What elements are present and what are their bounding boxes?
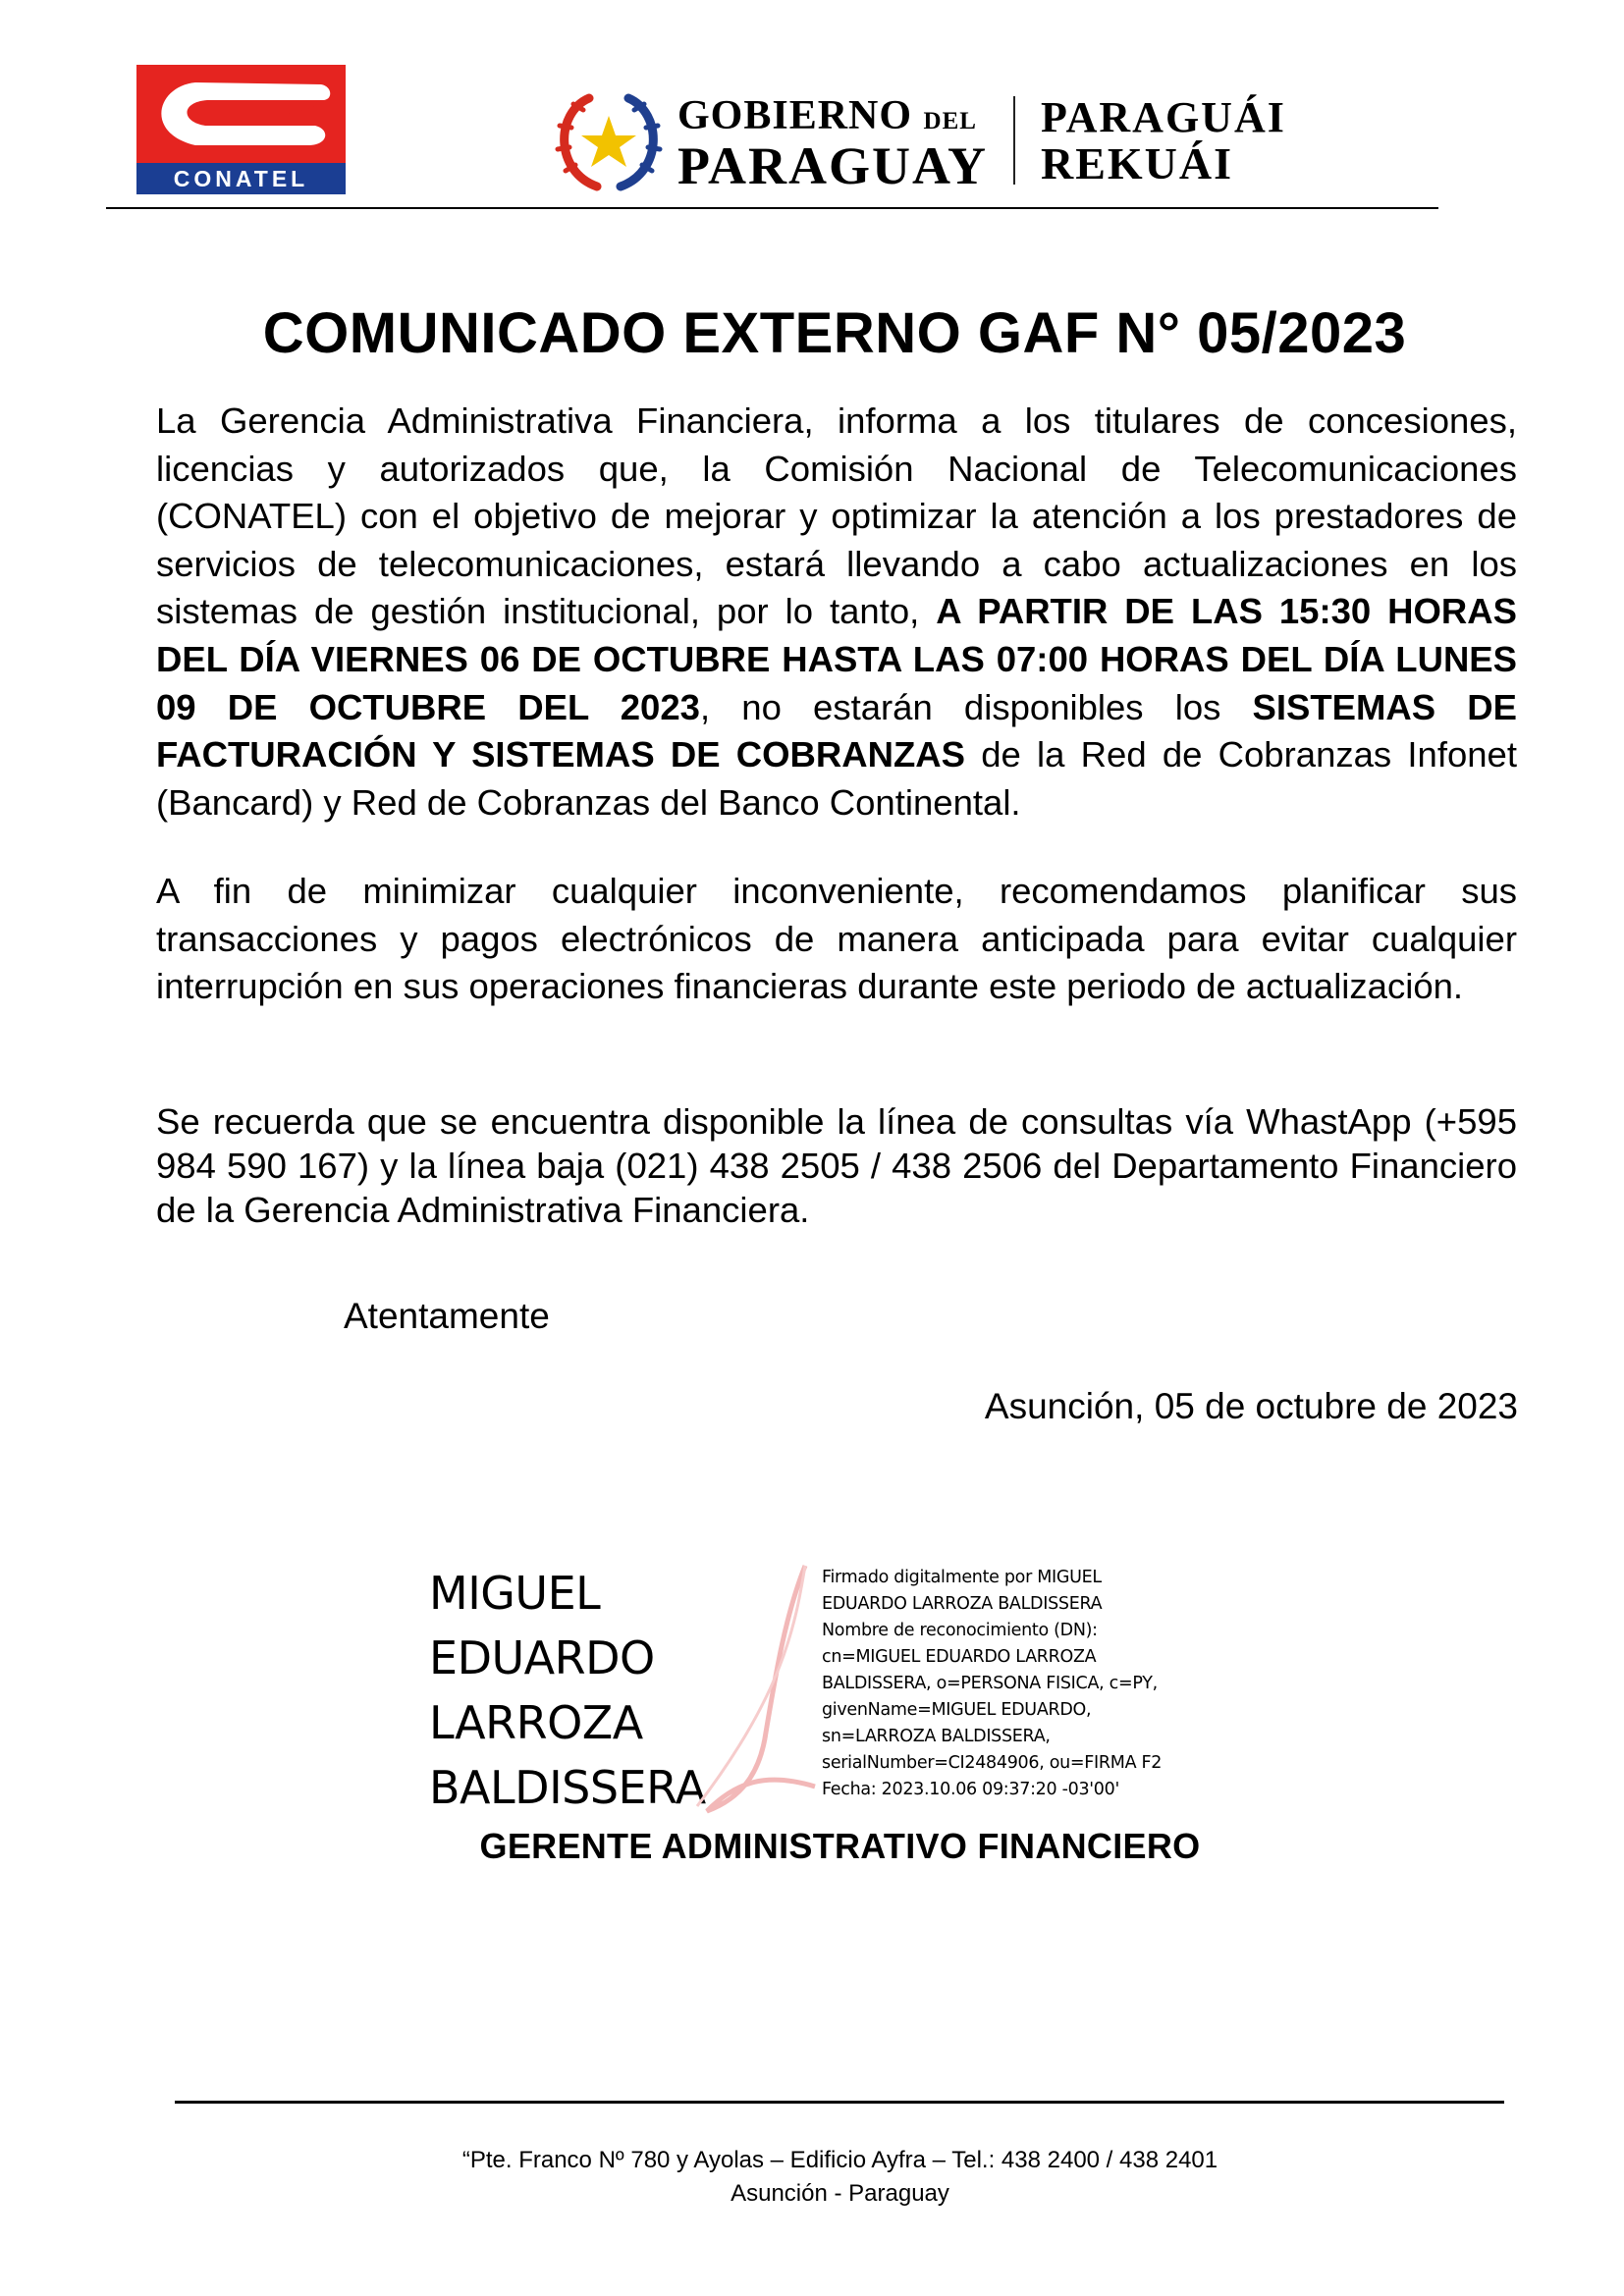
signature-detail-line: BALDISSERA, o=PERSONA FISICA, c=PY,: [822, 1674, 1158, 1693]
signature-detail-line: Firmado digitalmente por MIGUEL: [822, 1568, 1102, 1587]
signer-role: GERENTE ADMINISTRATIVO FINANCIERO: [479, 1826, 1201, 1866]
signer-name-line: EDUARDO: [429, 1631, 655, 1684]
signature-details: [822, 1565, 1162, 1803]
signature-detail-line: sn=LARROZA BALDISSERA,: [822, 1727, 1051, 1746]
document-title: COMUNICADO EXTERNO GAF N° 05/2023: [262, 301, 1407, 365]
signer-name-line: BALDISSERA: [429, 1761, 706, 1814]
signature-detail-line: givenName=MIGUEL EDUARDO,: [822, 1700, 1092, 1720]
digital-signature-mark-icon: [668, 1556, 825, 1821]
signature-detail-line: EDUARDO LARROZA BALDISSERA: [822, 1594, 1103, 1614]
signature-detail-line: Fecha: 2023.10.06 09:37:20 -03'00': [822, 1780, 1119, 1799]
national-seal-icon: [550, 88, 668, 194]
paragraph-1-text-b: , no estarán disponibles los: [699, 686, 1253, 727]
paraguai-text: PARAGUÁI: [1041, 93, 1286, 141]
paragraph-1-bold-systems: SISTEMAS DE FACTURACIÓN Y SISTEMAS DE COBRANZAS: [156, 686, 1517, 775]
gobierno-del-text: GOBIERNO DEL: [677, 93, 977, 138]
closing-text: Atentamente: [344, 1296, 550, 1336]
paragraph-3: Se recuerda que se encuentra disponible la línea de consultas vía WhastApp (+595 984 590 167) y la línea baja (021) 438 2505 / 438 2506 del Departamento Financiero de la Gerencia Administrativa Financiera.: [156, 1101, 1517, 1230]
header-rule: [106, 207, 1438, 209]
place-date: Asunción, 05 de octubre de 2023: [984, 1386, 1518, 1426]
conatel-swoosh-icon: [136, 65, 346, 163]
signature-detail-line: Nombre de reconocimiento (DN):: [822, 1621, 1098, 1640]
logo-divider: [1013, 96, 1015, 185]
paragraph-2: A fin de minimizar cualquier inconveniente, recomendamos planificar sus transacciones y pagos electrónicos de manera anticipada para evitar cualquier interrupción en sus operaciones financieras durante este periodo de actualización.: [156, 871, 1517, 1007]
rekuai-text: REKUÁI: [1041, 138, 1234, 188]
signature-detail-line: cn=MIGUEL EDUARDO LARROZA: [822, 1647, 1097, 1667]
paragraph-1-text-c: de la Red de Cobranzas Infonet (Bancard) y Red de Cobranzas del Banco Continental.: [156, 734, 1518, 823]
paragraph-1: [156, 398, 1517, 827]
footer-rule: [175, 2101, 1504, 2104]
gobierno-paraguay-logo: [550, 88, 1296, 196]
footer-address: “Pte. Franco Nº 780 y Ayolas – Edificio Ayfra – Tel.: 438 2400 / 438 2401: [461, 2147, 1218, 2173]
signer-name: [429, 1561, 706, 1820]
signature-detail-line: serialNumber=CI2484906, ou=FIRMA F2: [822, 1753, 1163, 1773]
paraguay-text: PARAGUAY: [677, 136, 989, 195]
paragraph-1-bold-schedule: A PARTIR DE LAS 15:30 HORAS DEL DÍA VIERNES 06 DE OCTUBRE HASTA LAS 07:00 HORAS DEL DÍA LUNES 09 DE OCTUBRE DEL 2023: [156, 591, 1517, 727]
conatel-logo: [136, 65, 346, 194]
footer-city: Asunción - Paraguay: [731, 2180, 949, 2207]
paragraph-1-text-a: La Gerencia Administrativa Financiera, informa a los titulares de concesiones, licencias y autorizados que, la Comisión Nacional de Telecomunicaciones (CONATEL) con el objetivo de mejorar y optimizar la atención a los prestadores de servicios de telecomunicaciones, estará llevando a cabo actualizaciones en los sistemas de gestión institucional, por lo tanto,: [156, 400, 1517, 632]
signer-name-line: MIGUEL: [429, 1567, 601, 1620]
conatel-logo-text: CONATEL: [136, 163, 346, 194]
footer: [0, 2144, 1624, 2211]
signer-name-line: LARROZA: [429, 1696, 643, 1749]
